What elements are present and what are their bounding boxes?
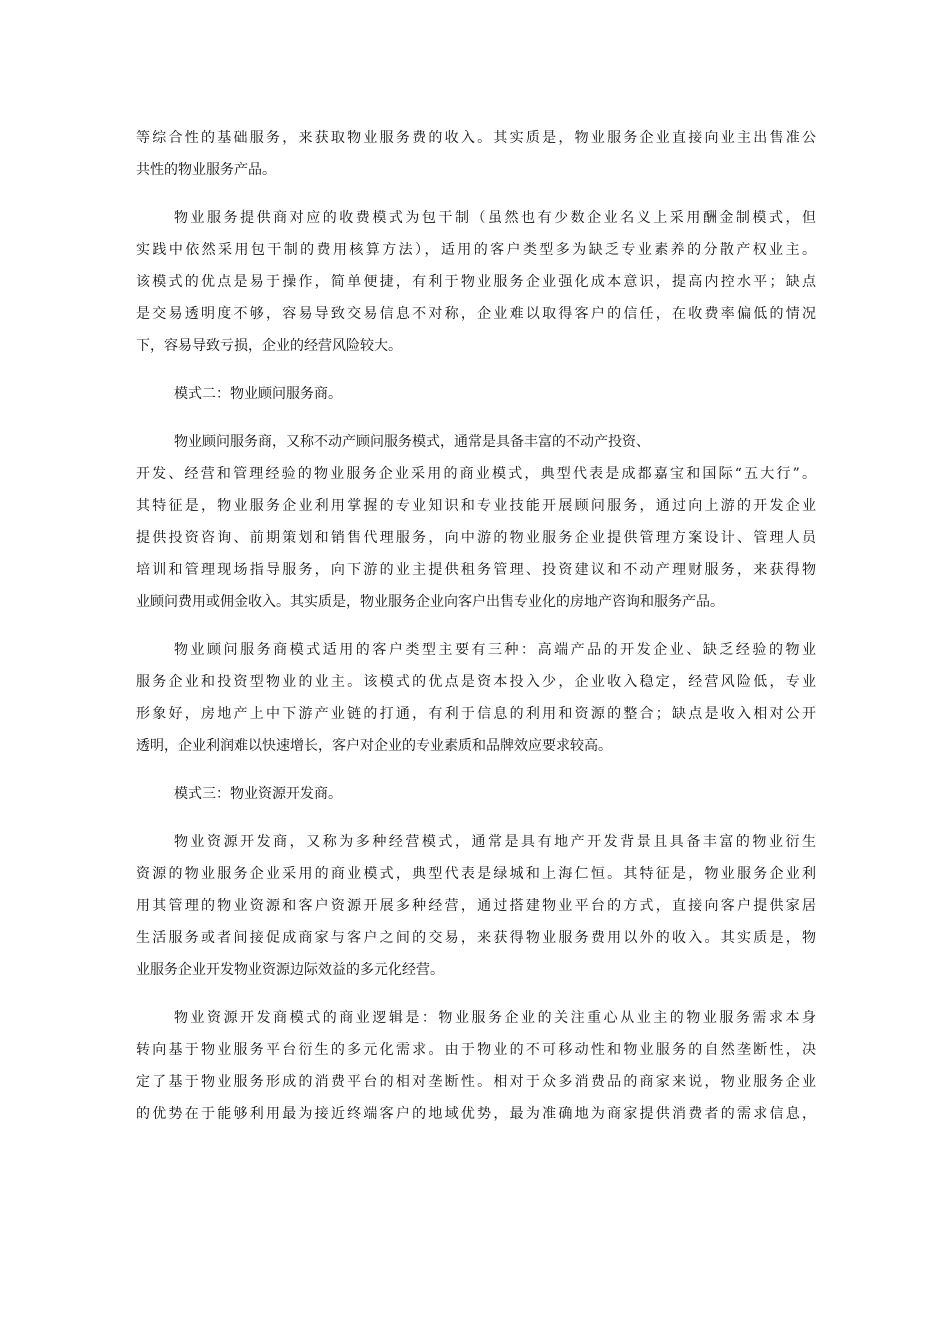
text-line: 等综合性的基础服务，来获取物业服务费的收入。其实质是，物业服务企业直接向业主出售准公 xyxy=(136,130,816,146)
body-text xyxy=(136,122,816,1146)
paragraph xyxy=(136,778,816,810)
text-line: 形象好，房地产上中下游产业链的打通，有利于信息的利用和资源的整合；缺点是收入相对公开 xyxy=(136,706,816,722)
text-line: 服务企业和投资型物业的业主。该模式的优点是资本投入少，企业收入稳定，经营风险低，专业 xyxy=(136,674,816,690)
text-line: 其特征是，物业服务企业利用掌握的专业知识和专业技能开展顾问服务，通过向上游的开发企业 xyxy=(136,498,816,514)
text-line: 开发、经营和管理经验的物业服务企业采用的商业模式，典型代表是成都嘉宝和国际“五大行”。 xyxy=(136,466,816,482)
text-line: 实践中依然采用包干制的费用核算方法），适用的客户类型多为缺乏专业素养的分散产权业主。 xyxy=(136,242,816,258)
text-line: 模式二：物业顾问服务商。 xyxy=(174,386,342,402)
text-line: 培训和管理现场指导服务，向下游的业主提供租务管理、投资建议和不动产理财服务，来获得物 xyxy=(136,562,816,578)
text-line: 定了基于物业服务形成的消费平台的相对垄断性。相对于众多消费品的商家来说，物业服务企业 xyxy=(136,1074,816,1090)
text-line: 物业服务提供商对应的收费模式为包干制（虽然也有少数企业名义上采用酬金制模式，但 xyxy=(174,210,816,226)
text-line: 业服务企业开发物业资源边际效益的多元化经营。 xyxy=(136,962,444,978)
text-line: 物业顾问服务商，又称不动产顾问服务模式，通常是具备丰富的不动产投资、 xyxy=(174,434,650,450)
text-line: 透明，企业利润难以快速增长，客户对企业的专业素质和品牌效应要求较高。 xyxy=(136,738,612,754)
paragraph xyxy=(136,202,816,362)
text-line: 业顾问费用或佣金收入。其实质是，物业服务企业向客户出售专业化的房地产咨询和服务产品。 xyxy=(136,594,724,610)
paragraph xyxy=(136,826,816,986)
text-line: 下，容易导致亏损，企业的经营风险较大。 xyxy=(136,338,402,354)
text-line: 是交易透明度不够，容易导致交易信息不对称，企业难以取得客户的信任，在收费率偏低的情况 xyxy=(136,306,816,322)
text-line: 用其管理的物业资源和客户资源开展多种经营，通过搭建物业平台的方式，直接向客户提供家居 xyxy=(136,898,816,914)
text-line: 物业资源开发商，又称为多种经营模式，通常是具有地产开发背景且具备丰富的物业衍生 xyxy=(174,834,816,850)
text-line: 的优势在于能够利用最为接近终端客户的地域优势，最为准确地为商家提供消费者的需求信息， xyxy=(136,1106,816,1122)
text-line: 共性的物业服务产品。 xyxy=(136,162,276,178)
text-line: 物业资源开发商模式的商业逻辑是：物业服务企业的关注重心从业主的物业服务需求本身 xyxy=(174,1010,816,1026)
text-line: 该模式的优点是易于操作，简单便捷，有利于物业服务企业强化成本意识，提高内控水平；缺点 xyxy=(136,274,816,290)
paragraph xyxy=(136,378,816,410)
text-line: 资源的物业服务企业采用的商业模式，典型代表是绿城和上海仁恒。其特征是，物业服务企业利 xyxy=(136,866,816,882)
paragraph xyxy=(136,122,816,186)
text-line: 生活服务或者间接促成商家与客户之间的交易，来获得物业服务费用以外的收入。其实质是，物 xyxy=(136,930,816,946)
paragraph xyxy=(136,426,816,618)
text-line: 模式三：物业资源开发商。 xyxy=(174,786,342,802)
text-line: 物业顾问服务商模式适用的客户类型主要有三种：高端产品的开发企业、缺乏经验的物业 xyxy=(174,642,816,658)
paragraph xyxy=(136,634,816,762)
paragraph xyxy=(136,1002,816,1130)
text-line: 转向基于物业服务平台衍生的多元化需求。由于物业的不可移动性和物业服务的自然垄断性，决 xyxy=(136,1042,816,1058)
text-line: 提供投资咨询、前期策划和销售代理服务，向中游的物业服务企业提供管理方案设计、管理人员 xyxy=(136,530,816,546)
